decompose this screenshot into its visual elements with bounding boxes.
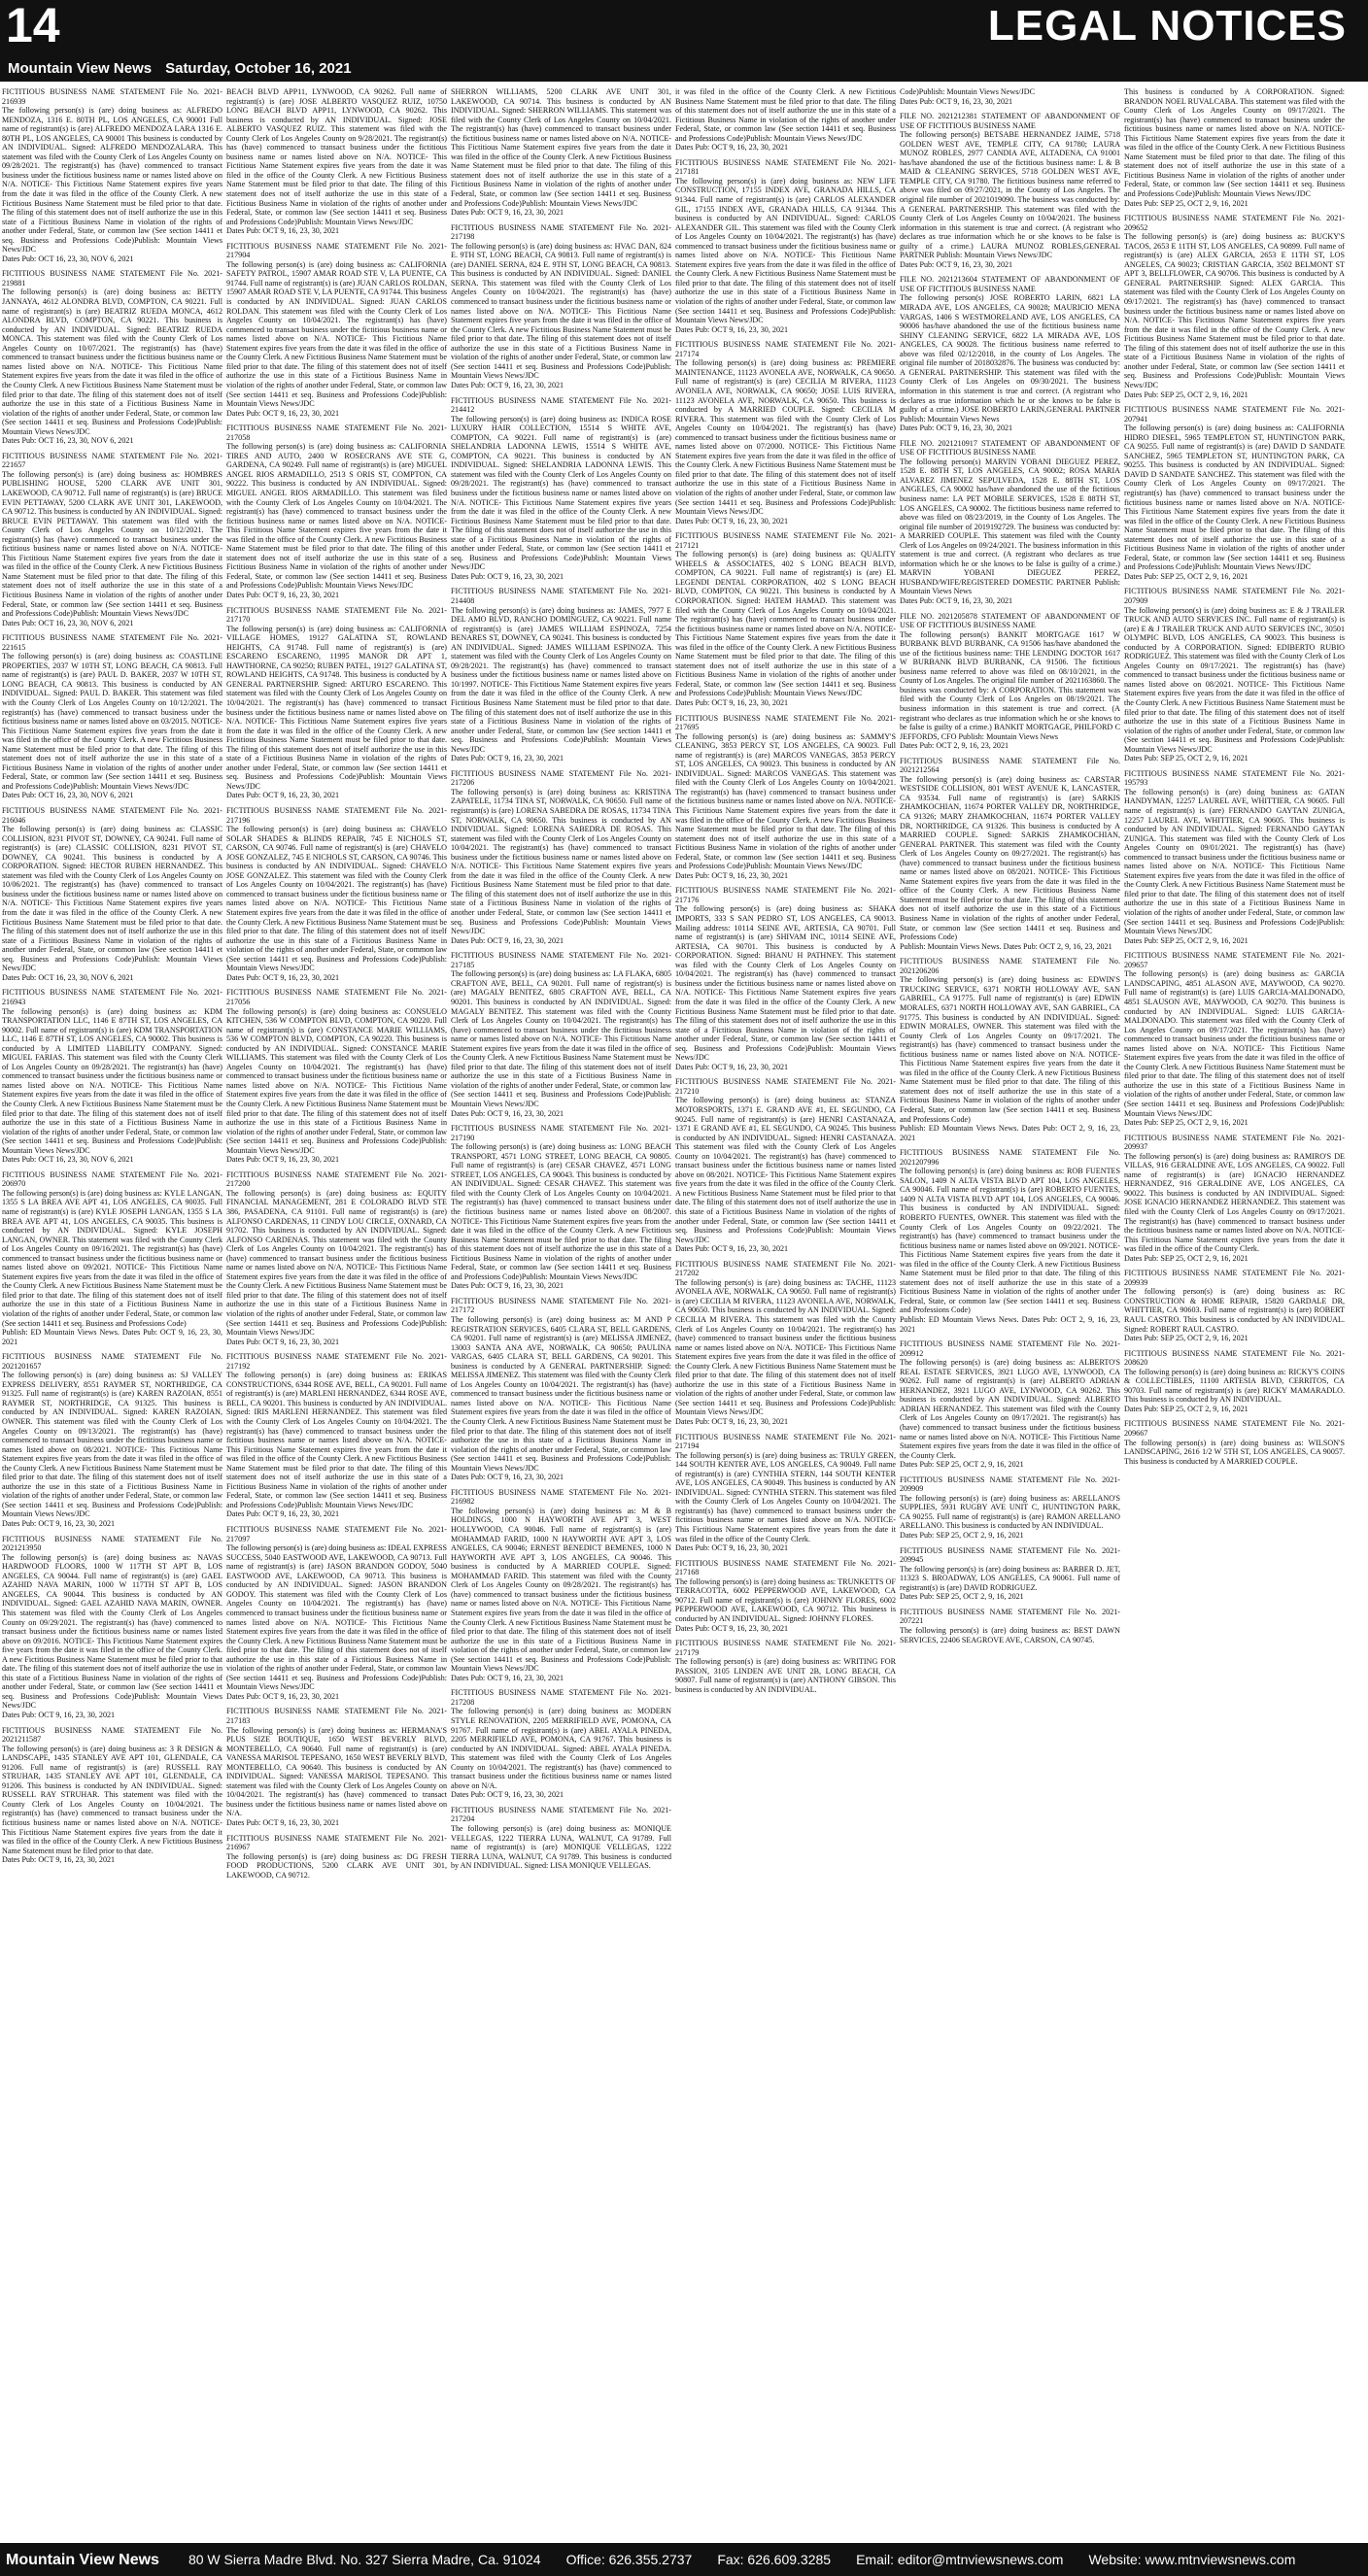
legal-notice (2, 452, 222, 627)
legal-notice (900, 1475, 1120, 1541)
notice-heading: FICTITIOUS BUSINESS NAME STATEMENT File No. 2021-216939 (2, 87, 222, 106)
legal-notice (451, 1688, 671, 1800)
notice-body: The following person(s) is (are) doing business as: RAMIRO'S DE VILLAS, 916 GERALDINE AVE, LOS ANGELES, CA 90022. Full name of registrant(s) is (are) IGNACIO HERNANDEZ HERNANDEZ, 916 GERALDINE AVE, LOS ANGELES, CA 90022. This business is conducted by AN INDIVIDUAL. Signed: JOSE IGNACIO HERNANDEZ HERNANDEZ. This statement was filed with the County Clerk of Los Angeles County on 09/17/2021. The registrant(s) has (have) commenced to transact business under the fictitious business name or names listed above on N/A. NOTICE- This Fictitious Name Statement expires five years from the date it was filed in the office of the County Clerk. (1124, 1151, 1345, 1254)
legal-notice (226, 1352, 447, 1519)
notice-heading: FICTITIOUS BUSINESS NAME STATEMENT File No. 2021-217210 (675, 1077, 896, 1096)
masthead-subbar (0, 56, 1368, 82)
notice-heading: FICTITIOUS BUSINESS NAME STATEMENT File No. 2021-217121 (675, 531, 896, 550)
notice-body: The following person(s) is (are) doing business as: CONSUELO KITCHEN, 536 W COMPTON BLVD, COMPTON, CA 90220. Full name of registrant(s) is (are) CONSTANCE MARIE WILLIAMS, 536 W COMPTON BLVD, COMPTON, CA 90220. This business is conducted by AN INDIVIDUAL. Signed: CONSTANCE MARIE WILLIAMS. This statement was filed with the County Clerk of Los Angeles County on 10/04/2021. The registrant(s) has (have) commenced to transact business under the fictitious business name or names listed above on N/A. NOTICE- This Fictitious Name Statement expires five years from the date it was filed in the office of the County Clerk. A new Fictitious Business Name Statement must be filed prior to that date. The filing of this statement does not of itself authorize the use in this state of a Fictitious Business Name in violation of the rights of another under Federal, State, or common law (See section 14411 et seq. Business and Professions Code)Publish: Mountain Views News/JDC (226, 1006, 447, 1155)
notice-heading: FICTITIOUS BUSINESS NAME STATEMENT File No. 2021-217097 (226, 1525, 447, 1543)
legal-notice (451, 1488, 671, 1682)
notice-body: The following person(s) is (are) doing business as: M & B HOLDINGS, 1000 N HAYWORTH AVE APT 3, WEST HOLLYWOOD, CA 90046. Full name of registrant(s) is (are) MOHAMMAD FARID, 1000 N HAYWORTH AVE APT 3, LOS ANGELES, CA 90046; ERNEST BENEDICT BEMENES, 1000 N HAYWORTH AVE APT 3, LOS ANGELES, CA 90046. This business is conducted by A MARRIED COUPLE. Signed: MOHAMMAD FARID. This statement was filed with the County Clerk of Los Angeles County on 09/28/2021. The registrant(s) has (have) commenced to transact business under the fictitious business name or names listed above on N/A. NOTICE- This Fictitious Name Statement expires five years from the date it was filed in the office of the County Clerk. A new Fictitious Business Name Statement must be filed prior to that date. The filing of this statement does not of itself authorize the use in this state of a Fictitious Business Name in violation of the rights of another under Federal, State, or common law (See section 14411 et seq. Business and Professions Code)Publish: Mountain Views News/JDC (451, 1506, 671, 1674)
legal-notice (226, 242, 447, 418)
notice-publish-dates: Dates Pub: SEP 25, OCT 2, 9, 16, 2021 (1124, 198, 1248, 208)
notice-publish-dates: Dates Pub: SEP 25, OCT 2, 9, 16, 2021 (1124, 1118, 1248, 1128)
legal-notice (2, 1726, 222, 1865)
notice-body: The following person(s) is (are) doing business as: SJ VALLEY EXPRESS DELIVERY, 8551 RAYMER ST, NORTHRIDGE, CA 91325. Full name of registrant(s) is (are) KAREN RAZOIAN, 8551 RAYMER ST, NORTHRIDGE, CA 91325. This business is conducted by AN INDIVIDUAL. Signed: KAREN RAZOIAN, OWNER. This statement was filed with the County Clerk of Los Angeles County on 09/13/2021. The registrant(s) has (have) commenced to transact business under the fictitious business name or names listed above on 08/2021. NOTICE- This Fictitious Name Statement expires five years from the date it was filed in the office of the County Clerk. A new Fictitious Business Name Statement must be filed prior to that date. The filing of this statement does not of itself authorize the use in this state of a Fictitious Business Name in violation of the rights of another under Federal, State, or common law (See section 14411 et seq. Business and Professions Code)Publish: Mountain Views News/JDC (2, 1371, 222, 1519)
notice-body: The following person(s) is (are) doing business as: EQUITY FINANCIAL MANAGEMENT, 281 E COLORADO BLVD STE 386, PASADENA, CA 91101. Full name of registrant(s) is (are) ALFONSO CARDENAS, 11 CINDY LOU CIRCLE, OXNARD, CA 91702. This business is conducted by AN INDIVIDUAL. Signed: ALFONSO CARDENAS. This statement was filed with the County Clerk of Los Angeles County on 10/04/2021. The registrant(s) has (have) commenced to transact business under the fictitious business name or names listed above on N/A. NOTICE- This Fictitious Name Statement expires five years from the date it was filed in the office of the County Clerk. A new Fictitious Business Name Statement must be filed prior to that date. The filing of this statement does not of itself authorize the use in this state of a Fictitious Business Name in violation of the rights of another under Federal, State, or common law (See section 14411 et seq. Business and Professions Code)Publish: Mountain Views News/JDC (226, 1188, 447, 1338)
notice-publish-dates: Dates Pub: OCT 9, 16, 23, 30, 2021 (226, 791, 340, 800)
notice-heading: FICTITIOUS BUSINESS NAME STATEMENT File No. 2021-206970 (2, 1169, 222, 1189)
notice-heading: FICTITIOUS BUSINESS NAME STATEMENT File No. 2021-217202 (675, 1259, 896, 1278)
notice-publish-dates: Dates Pub: SEP 25, OCT 2, 9, 16, 2021 (1124, 1404, 1248, 1413)
notice-heading: FICTITIOUS BUSINESS NAME STATEMENT File No. 2021212564 (900, 756, 1120, 775)
legal-notice (1124, 951, 1345, 1127)
notice-body: The following person(s) is (are) doing business as: EDWIN'S TRUCKING SERVICE, 6371 NORTH HOLLOWAY AVE, SAN GABRIEL, CA 91775. Full name of registrant(s) is (are) EDWIN MORALES, 6371 NORTH HOLLOWAY AVE, SAN GABRIEL, CA 91775. This business is conducted by AN INDIVIDUAL. Signed: EDWIN MORALES, OWNER. This statement was filed with the County Clerk of Los Angeles County on 09/17/2021. The registrant(s) has (have) commenced to transact business under the fictitious business name or names listed above on N/A. NOTICE- This Fictitious Name Statement expires five years from the date it was filed in the office of the County Clerk. A new Fictitious Business Name Statement must be filed prior to that date. The filing of this statement does not of itself authorize the use in this state of a Fictitious Business Name in violation of the rights of another under Federal, State, or common law (See section 14411 et seq. Business and Professions Code) (900, 975, 1120, 1124)
footer-office-phone: Office: 626.355.2737 (565, 2552, 693, 2567)
notice-body: The following person(s) is (are) doing business as: MONIQUE VELLEGAS, 1222 TIERRA LUNA, WALNUT, CA 91789. Full name of registrant(s) is (are) MONIQUE VELLEGAS, 1222 TIERRA LUNA, WALNUT, CA 91789. This business is conducted by AN INDIVIDUAL. Signed: LISA MONIQUE VELLEGAS. (451, 1823, 671, 1871)
notice-heading: FICTITIOUS BUSINESS NAME STATEMENT File No. 2021201657 (2, 1352, 222, 1371)
notice-publish-dates: Dates Pub: OCT 2, 9, 16, 23, 2021 (900, 741, 1009, 751)
legal-notice (451, 1806, 671, 1871)
notice-heading: FICTITIOUS BUSINESS NAME STATEMENT File No. 2021-217204 (451, 1805, 671, 1824)
notice-body: The following person(s) is (are) doing business as: 3 R DESIGN & LANDSCAPE, 1435 STANLEY AVE APT 101, GLENDALE, CA 91206. Full name of registrant(s) is (are) RUSSELL RAY STRUHAR, 1435 STANLEY AVE APT 101, GLENDALE, CA 91206. This business is conducted by AN INDIVIDUAL. Signed: RUSSELL RAY STRUHAR. This statement was filed with the County Clerk of Los Angeles County on 10/04/2021. The registrant(s) has (have) commenced to transact business under the fictitious business name or names listed above on N/A. NOTICE- This Fictitious Name Statement expires five years from the date it was filed in the office of the County Clerk. A new Fictitious Business Name Statement must be filed prior to that date. (2, 1744, 222, 1855)
notice-heading: FICTITIOUS BUSINESS NAME STATEMENT File No. 2021-217174 (675, 340, 896, 358)
notice-heading: FILE NO. 2021210917 STATEMENT OF ABANDONMENT OF USE OF FICTITIOUS BUSINESS NAME (900, 438, 1120, 458)
notice-publish-dates: Dates Pub: OCT 9, 16, 23, 30, 2021 (675, 1244, 789, 1254)
notice-publish-dates: Dates Pub: OCT 9, 16, 23, 30, 2021 (675, 324, 789, 334)
legal-notice (451, 1297, 671, 1482)
notice-publish-dates: Dates Pub: OCT 16, 23, 30, NOV 6, 2021 (2, 791, 134, 800)
legal-notice (675, 1260, 896, 1427)
notice-heading: FICTITIOUS BUSINESS NAME STATEMENT File No. 2021-221615 (2, 633, 222, 652)
notice-heading: FICTITIOUS BUSINESS NAME STATEMENT File No. 2021-209945 (900, 1545, 1120, 1565)
notice-body: The following person(s) is (are) doing business as: HERMANA'S PLUS SIZE BOUTIQUE, 1650 WEST BEVERLY BLVD, MONTEBELLO, CA 90640. Full name of registrant(s) is (are) VANESSA MARISOL TEPESANO, 1650 WEST BEVERLY BLVD, MONTEBELLO, CA 90640. This business is conducted by AN INDIVIDUAL. Signed: VANESSA MARISOL TEPESANO. This statement was filed with the County Clerk of Los Angeles County on 10/04/2021. The registrant(s) has (have) commenced to transact business under the fictitious business name or names listed above on N/A. (226, 1725, 447, 1818)
notice-column (2, 87, 222, 2541)
legal-notice (226, 806, 447, 982)
legal-notice (451, 1124, 671, 1291)
notice-heading: FICTITIOUS BUSINESS NAME STATEMENT File No. 2021-217208 (451, 1688, 671, 1707)
notice-heading: FICTITIOUS BUSINESS NAME STATEMENT File No. 2021-216967 (226, 1833, 447, 1852)
notice-heading: FICTITIOUS BUSINESS NAME STATEMENT File No. 2021-217181 (675, 157, 896, 177)
notice-publish-dates: Dates Pub: SEP 25, OCT 2, 9, 16, 2021 (900, 1531, 1024, 1541)
notice-body: The following person(s) is (are) doing business as: SHAKA IMPORTS, 333 S SAN PEDRO ST, LOS ANGELES, CA 90013. Mailing address: 10114 SEINE AVE, ARTESIA, CA 90701. Full name of registrant(s) is (are) SHIVAM INC, 10114 SEINE AVE, ARTESIA, CA 90701. This business is conducted by A CORPORATION. Signed: BHANU H PATHNEY. This statement was filed with the County Clerk of Los Angeles County on 10/04/2021. The registrant(s) has (have) commenced to transact business under the fictitious business name or names listed above on N/A. NOTICE- This Fictitious Name Statement expires five years from the date it was filed in the office of the County Clerk. A new Fictitious Business Name Statement must be filed prior to that date. The filing of this statement does not of itself authorize the use in this state of a Fictitious Business Name in violation of the rights of another under Federal, State, or common law (See section 14411 et seq. Business and Professions Code)Publish: Mountain Views News/JDC (675, 904, 896, 1063)
notice-publish-dates: Dates Pub: OCT 16, 23, 30, NOV 6, 2021 (2, 254, 134, 263)
notice-body: The following person(s) is (are) doing business as: ALFREDO MENDOZA, 1316 E. 80TH PL, LOS ANGELES, CA 90001 Full name of registrant(s) is (are) ALFREDO MENDOZA LARA 1316 E. 80TH PL, LOS ANGELES, CA 90001 This business is conducted by AN INDIVIDUAL. Signed: ALFREDO MENDOZALARA. This statement was filed with the County Clerk of Los Angeles County on 09/28/2021. The registrant(s) has (have) commenced to transact business under the fictitious business name or names listed above on N/A. NOTICE- This Fictitious Name Statement expires five years from the date it was filed in the office of the County Clerk. A new Fictitious Business Name Statement must be filed prior to that date. The filing of this statement does not of itself authorize the use in this state of a Fictitious Business Name in violation of the rights of another under Federal, State, or common law (See section 14411 et seq. Business and Professions Code)Publish: Mountain Views News/JDC (2, 106, 222, 254)
legal-notice (2, 1535, 222, 1720)
notice-body: The following person(s) is (are) doing business as: M AND P REGISTRATION SERVICES, 6405 CLARA ST, BELL GARDENS, CA 90201. Full name of registrant(s) is (are) MELISSA JIMENEZ, 13003 SANTA ANA AVE, NORWALK, CA 90650; PAULINA VARGAS, 6405 CLARA ST, BELL GARDENS, CA 90201. This business is conducted by A GENERAL PARTNERSHIP. Signed: MELISSA JIMENEZ. This statement was filed with the County Clerk of Los Angeles County on 10/04/2021. The registrant(s) has (have) commenced to transact business under the fictitious business name or names listed above on N/A. NOTICE- This Fictitious Name Statement expires five years from the date it was filed in the office of the County Clerk. A new Fictitious Business Name Statement must be filed prior to that date. The filing of this statement does not of itself authorize the use in this state of a Fictitious Business Name in violation of the rights of another under Federal, State, or common law (See section 14411 et seq. Business and Professions Code)Publish: Mountain Views News/JDC (451, 1315, 671, 1473)
notice-publish-dates: Dates Pub: OCT 16, 23, 30, NOV 6, 2021 (2, 1155, 134, 1165)
notice-heading: FICTITIOUS BUSINESS NAME STATEMENT File No. 2021-207909 (1124, 587, 1345, 605)
notice-publish-dates: Dates Pub: OCT 9, 16, 23, 30, 2021 (900, 424, 1013, 433)
footer-address: 80 W Sierra Madre Blvd. No. 327 Sierra Madre, Ca. 91024 (188, 2552, 541, 2567)
notice-heading: FICTITIOUS BUSINESS NAME STATEMENT File No. 2021-217058 (226, 424, 447, 442)
notice-publish-dates: Dates Pub: OCT 9, 16, 23, 30, 2021 (451, 1281, 564, 1291)
legal-notice (226, 1170, 447, 1346)
notice-heading: FILE NO. 2021205878 STATEMENT OF ABANDONMENT OF USE OF FICTITIOUS BUSINESS NAME (900, 611, 1120, 630)
notice-column (900, 87, 1120, 2541)
notice-heading: FICTITIOUS BUSINESS NAME STATEMENT File No. 2021-216943 (2, 988, 222, 1006)
notice-publish-dates: Publish: ED Mountain Views News. Dates Pub: OCT 9, 16, 23, 30, 2021 (2, 1328, 222, 1346)
legal-notice (675, 1433, 896, 1553)
notice-heading: FICTITIOUS BUSINESS NAME STATEMENT File No. 2021-217179 (675, 1639, 896, 1657)
notice-heading: FICTITIOUS BUSINESS NAME STATEMENT File No. 2021-208620 (1124, 1348, 1345, 1368)
legal-notice (226, 1707, 447, 1827)
notice-heading: FICTITIOUS BUSINESS NAME STATEMENT File No. 2021-217185 (451, 951, 671, 969)
legal-notice (2, 1352, 222, 1528)
notice-heading: FICTITIOUS BUSINESS NAME STATEMENT File No. 2021-217196 (226, 806, 447, 825)
notice-publish-dates: Dates Pub: OCT 9, 16, 23, 30, 2021 (226, 1817, 340, 1827)
notice-heading: FICTITIOUS BUSINESS NAME STATEMENT File No. 2021-217194 (675, 1432, 896, 1451)
notice-heading: FICTITIOUS BUSINESS NAME STATEMENT File No. 2021-209909 (900, 1474, 1120, 1494)
legal-notice (451, 223, 671, 390)
legal-notice (2, 269, 222, 445)
notice-publish-dates: Dates Pub: SEP 25, OCT 2, 9, 16, 2021 (1124, 390, 1248, 399)
notice-heading: FICTITIOUS BUSINESS NAME STATEMENT File No. 2021-216046 (2, 806, 222, 825)
legal-notice (675, 1559, 896, 1633)
footer-publication: Mountain View News (6, 2552, 159, 2568)
notice-body: The following person(s) is (are) doing business as: TACHE, 11123 AVONELA AVE, NORWALK, CA 90650. Full name of registrant(s) is (are) CECILIA M RIVERA, 11123 AVONELA AVE, NORWALK, CA 90650. This business is conducted by AN INDIVIDUAL. Signed: CECILIA M RIVERA. This statement was filed with the County Clerk of Los Angeles County on 10/04/2021. The registrant(s) has (have) commenced to transact business under the fictitious business name or names listed above on N/A. NOTICE- This Fictitious Name Statement expires five years from the date it was filed in the office of the County Clerk. A new Fictitious Business Name Statement must be filed prior to that date. The filing of this statement does not of itself authorize the use in this state of a Fictitious Business Name in violation of the rights of another under Federal, State, or common law (See section 14411 et seq. Business and Professions Code)Publish: Mountain Views News/JDC (675, 1277, 896, 1417)
notice-body: The following person(s) is (are) doing business as: NEW LIFE CONSTRUCTION, 17155 INDEX AVE, GRANADA HILLS, CA 91344. Full name of registrant(s) is (are) CARLOS ALEXANDER GIL, 17155 INDEX AVE, GRANADA HILLS, CA 91344. This business is conducted by AN INDIVIDUAL. Signed: CARLOS ALEXANDER GIL. This statement was filed with the County Clerk of Los Angeles County on 10/04/2021. The registrant(s) has (have) commenced to transact business under the fictitious business name or names listed above on N/A. NOTICE- This Fictitious Name Statement expires five years from the date it was filed in the office of the County Clerk. A new Fictitious Business Name Statement must be filed prior to that date. The filing of this statement does not of itself authorize the use in this state of a Fictitious Business Name in violation of the rights of another under Federal, State, or common law (See section 14411 et seq. Business and Professions Code)Publish: Mountain Views News/JDC (675, 176, 896, 325)
notice-body: The following person(s) is (are) doing business as: TRUNKETTS OF TERRACOTTA, 6002 PEPPERWOOD AVE, LAKEWOOD, CA 90712. Full name of registrant(s) is (are) JOHNNY FLORES, 6002 PEPPERWOOD AVE, LAKEWOOD, CA 90712. This business is conducted by AN INDIVIDUAL. Signed: JOHNNY FLORES. (675, 1576, 896, 1623)
notice-body: The following person(s) is (are) doing business as: IDEAL EXPRESS SUCCESS, 5040 EASTWOOD AVE, LAKEWOOD, CA 90713. Full name of registrant(s) is (are) JASON BRANDON GODOY, 5040 EASTWOOD AVE, LAKEWOOD, CA 90713. This business is conducted by AN INDIVIDUAL. Signed: JASON BRANDON GODOY. This statement was filed with the County Clerk of Los Angeles County on 10/04/2021. The registrant(s) has (have) commenced to transact business under the fictitious business name or names listed above on N/A. NOTICE- This Fictitious Name Statement expires five years from the date it was filed in the office of the County Clerk. A new Fictitious Business Name Statement must be filed prior to that date. The filing of this statement does not of itself authorize the use in this state of a Fictitious Business Name in violation of the rights of another under Federal, State, or common law (See section 14411 et seq. Business and Professions Code)Publish: Mountain Views News/JDC (226, 1543, 447, 1692)
notice-body: The following person(s) is (are) doing business as: ERIKAS CONSTRUCTIONS, 6344 ROSE AVE, BELL, CA 90201. Full name of registrant(s) is (are) MARLENI HERNANDEZ, 6344 ROSE AVE, BELL, CA 90201. This business is conducted by AN INDIVIDUAL. Signed: IRIS MARLENI HERNANDEZ. This statement was filed with the County Clerk of Los Angeles County on 10/04/2021. The registrant(s) has (have) commenced to transact business under the fictitious business name or names listed above on N/A. NOTICE- This Fictitious Name Statement expires five years from the date it was filed in the office of the County Clerk. A new Fictitious Business Name Statement must be filed prior to that date. The filing of this statement does not of itself authorize the use in this state of a Fictitious Business Name in violation of the rights of another under Federal, State, or common law (See section 14411 et seq. Business and Professions Code)Publish: Mountain Views News/JDC (226, 1371, 447, 1509)
notice-column (675, 87, 896, 2541)
notice-column (226, 87, 447, 2541)
notice-publish-dates: Dates Pub: OCT 9, 16, 23, 30, 2021 (2, 1519, 116, 1529)
notice-body: The following person(s) is (are) doing business as: CALIFORNIA HIDRO DIESEL, 5965 TEMPLETON ST, HUNTINGTON PARK, CA 90255. Full name of registrant(s) is (are) DAVID D SANDATE SANCHEZ, 5965 TEMPLETON ST, HUNTINGTON PARK, CA 90255. This business is conducted by AN INDIVIDUAL. Signed: DAVID D SANDATE SANCHEZ. This statement was filed with the County Clerk of Los Angeles County on 09/17/2021. The registrant(s) has (have) commenced to transact business under the fictitious business name or names listed above on N/A. NOTICE- This Fictitious Name Statement expires five years from the date it was filed in the office of the County Clerk. A new Fictitious Business Name Statement must be filed prior to that date. The filing of this statement does not of itself authorize the use in this state of a Fictitious Business Name in violation of the rights of another under Federal, State, or common law (See section 14411 et seq. Business and Professions Code)Publish: Mountain Views News/JDC (1124, 424, 1345, 572)
notice-body: The following person(s) BANKIT MORTGAGE 1617 W BURBANK BLVD BURBANK, CA 91506 has/have abandoned the use of the fictitious business name: THE LENDING DOCTOR 1617 W BURBANK BLVD BURBANK, CA 91506. The fictitious business name referred to above was filed on 08/10/2021, in the County of Los Angeles. The original file number of 2021163860. The business was conducted by: A CORPORATION. This statement was filed with the County Clerk of Los Angeles on 08/19/2021. The business information in this statement is true and correct. (A registrant who declares as true information which he or she knows to be false is guilty of a crime.) BANKIT MORTGAGE, PHILFORD C JEFFORDS, CFO Publish: Mountain Views News (900, 629, 1120, 741)
legal-notice (675, 158, 896, 334)
footer-website: Website: www.mtnviewsnews.com (1088, 2552, 1296, 2567)
notice-body: The following person(s) is (are) doing business as: BARBER D. JET, 11323 S. BROADWAY, LOS ANGELES, CA 90061. Full name of registrant(s) is (are) DAVID RODRIGUEZ. (900, 1564, 1120, 1592)
notice-body: The following person(s) is (are) doing business as: COASTLINE PROPERTIES, 2037 W 10TH ST, LONG BEACH, CA 90813. Full name of registrant(s) is (are) PAUL D. BAKER, 2037 W 10TH ST, LONG BEACH, CA 90813. This business is conducted by AN INDIVIDUAL. Signed: PAUL D. BAKER. This statement was filed with the County Clerk of Los Angeles County on 10/12/2021. The registrant(s) has (have) commenced to transact business under the fictitious business name or names listed above on 03/2015. NOTICE- This Fictitious Name Statement expires five years from the date it was filed in the office of the County Clerk. A new Fictitious Business Name Statement must be filed prior to that date. The filing of this statement does not of itself authorize the use in this state of a Fictitious Business Name in violation of the rights of another under Federal, State, or common law (See section 14411 et seq. Business and Professions Code)Publish: Mountain Views News/JDC (2, 652, 222, 791)
notice-publish-dates: Dates Pub: OCT 9, 16, 23, 30, 2021 (451, 571, 564, 581)
legal-notice (226, 1525, 447, 1701)
notice-body: The following person(s) BETSABE HERNANDEZ JAIME, 5718 GOLDEN WEST AVE, TEMPLE CITY, CA 91780; LAURA MUNOZ ROBLES, 2977 CANDIA AVE, ALTADENA, CA 91001 has/have abandoned the use of the fictitious business name: L & B MAID & CLEANING SERVICES, 5718 GOLDEN WEST AVE, TEMPLE CITY, CA 91780. The fictitious business name referred to above was filed on 09/27/2021, in the County of Los Angeles. The original file number of 2021019090. The business was conducted by: A GENERAL PARTNERSHIP. This statement was filed with the County Clerk of Los Angeles County on 10/04/2021. The business information in this statement is true and correct. (A registrant who declares as true information which he or she knows to be false is guilty of a crime.) LAURA MUNOZ ROBLES,GENERAL PARTNER Publish: Mountain Views News/JDC (900, 130, 1120, 260)
notice-publish-dates: Dates Pub: OCT 9, 16, 23, 30, 2021 (900, 259, 1013, 269)
notice-publish-dates: Dates Pub: OCT 9, 16, 23, 30, 2021 (226, 590, 340, 599)
notice-publish-dates: Dates Pub: OCT 9, 16, 23, 30, 2021 (451, 1673, 564, 1682)
notice-publish-dates: Dates Pub: OCT 9, 16, 23, 30, 2021 (900, 595, 1013, 605)
legal-notice (900, 1608, 1120, 1644)
notice-body: BEACH BLVD APP11, LYNWOOD, CA 90262. Full name of registrant(s) is (are) JOSE ALBERTO VASQUEZ RUIZ, 10750 LONG BEACH BLVD APP11, LYNWOOD, CA 90262. This business is conducted by AN INDIVIDUAL. Signed: JOSE ALBERTO VASQUEZ RUIZ. This statement was filed with the County Clerk of Los Angeles County on 9/28/2021. The registrant(s) has (have) commenced to transact business under the fictitious business name or names listed above on N/A. NOTICE- This Fictitious Name Statement expires five years from the date it was filed in the office of the County Clerk. A new Fictitious Business Name Statement must be filed prior to that date. The filing of this statement does not of itself authorize the use in this state of a Fictitious Business Name in violation of the rights of another under Federal, State, or common law (See section 14411 et seq. Business and Professions Code)Publish: Mountain Views News/JDC (226, 87, 447, 226)
legal-notice (2, 633, 222, 800)
legal-notice (900, 1546, 1120, 1602)
notice-body: The following person(s) is (are) doing business as: CARSTAR WESTSIDE COLLISION, 801 WEST AVENUE K, LANCASTER, CA 93534. Full name of registrant(s) is (are) SARKIS ZHAMKOCHIAN, 11674 PORTER VALLEY DR, NORTHRIDGE, CA 91326; MARY ZHAMKOCHIAN, 11674 PORTER VALLEY DR, NORTHRIDGE, CA 91326. This business is conducted by A MARRIED COUPLE. Signed: SARKIS ZHAMKOCHIAN, GENERAL PARTNER. This statement was filed with the County Clerk of Los Angeles County on 09/27/2021. The registrant(s) has (have) commenced to transact business under the fictitious business name or names listed above on 08/2021. NOTICE- This Fictitious Name Statement expires five years from the date it was filed in the office of the County Clerk. A new Fictitious Business Name Statement must be filed prior to that date. The filing of this statement does not of itself authorize the use in this state of a Fictitious Business Name in violation of the rights of another under Federal, State, or common law (See section 14411 et seq. Business and Professions Code) (900, 774, 1120, 942)
notice-body: The following person(s) is (are) doing business as: ROB FUENTES SALON, 1409 N ALTA VISTA BLVD APT 104, LOS ANGELES, CA 90046. Full name of registrant(s) is (are) ROBERTO FUENTES, 1409 N ALTA VISTA BLVD APT 104, LOS ANGELES, CA 90046. This business is conducted by AN INDIVIDUAL. Signed: ROBERTO FUENTES, OWNER. This statement was filed with the County Clerk of Los Angeles County on 09/22/2021. The registrant(s) has (have) commenced to transact business under the fictitious business name or names listed above on 09/2021. NOTICE- This Fictitious Name Statement expires five years from the date it was filed in the office of the County Clerk. A new Fictitious Business Name Statement must be filed prior to that date. The filing of this statement does not of itself authorize the use in this state of a Fictitious Business Name in violation of the rights of another under Federal, State, or common law (See section 14411 et seq. Business and Professions Code) (900, 1167, 1120, 1315)
legal-notice (451, 587, 671, 763)
legal-notice (226, 87, 447, 236)
notice-heading: FICTITIOUS BUSINESS NAME STATEMENT File No. 2021-207221 (900, 1607, 1120, 1626)
notice-body: The following person(s) MARVIN YOBANI DIEGUEZ PEREZ, 1528 E. 88TH ST, LOS ANGELES, CA 90002; ROSA MARIA ALVAREZ JIMENEZ SEPULVEDA, 1528 E. 88TH ST, LOS ANGELES, CA 90002 has/have abandoned the use of the fictitious business name: LA PET MOBILE SERVICES, 1528 E 88TH ST, LOS ANGELES, CA 90002. The fictitious business name referred to above was filed on 08/23/2019, in the County of Los Angeles. The original file number of 2019192729. The business was conducted by: A MARRIED COUPLE. This statement was filed with the County Clerk of Los Angeles on 09/24/2021. The business information in this statement is true and correct. (A registrant who declares as true information which he or she knows to be false is guilty of a crime.) MARVIN YOBANI DIEGUEZ PEREZ, HUSBAND/WIFE/REGISTERED DOMESTIC PARTNER Publish: Mountain Views News (900, 457, 1120, 596)
legal-notice (1124, 1419, 1345, 1466)
legal-notice (900, 957, 1120, 1142)
notice-body: The following person(s) is (are) doing business as: KDM TRANSPORTATION LLC, 1146 E 87TH ST, LOS ANGELES, CA 90002. Full name of registrant(s) is (are) KDM TRANSPORTATION LLC, 1146 E 87TH ST, LOS ANGELES, CA 90002. This business is conducted by A LIMITED LIABILITY COMPANY. Signed: MIGUEL FARIAS. This statement was filed with the County Clerk of Los Angeles County on 09/28/2021. The registrant(s) has (have) commenced to transact business under the fictitious business name or names listed above on N/A. NOTICE- This Fictitious Name Statement expires five years from the date it was filed in the office of the County Clerk. A new Fictitious Business Name Statement must be filed prior to that date. The filing of this statement does not of itself authorize the use in this state of a Fictitious Business Name in violation of the rights of another under Federal, State, or common law (See section 14411 et seq. Business and Professions Code)Publish: Mountain Views News/JDC (2, 1006, 222, 1155)
legal-notice (900, 87, 1120, 106)
notice-heading: FICTITIOUS BUSINESS NAME STATEMENT File No. 2021-217172 (451, 1296, 671, 1315)
notice-heading: FICTITIOUS BUSINESS NAME STATEMENT File No. 2021-217170 (226, 605, 447, 625)
notice-body: The following person(s) is (are) doing business as: KYLE LANGAN, 1355 S LA BREA AVE APT 41, LOS ANGELES, CA 90035. Full name of registrant(s) is (are) KYLE JOSEPH LANGAN, 1355 S LA BREA AVE APT 41, LOS ANGELES, CA 90035. This business is conducted by AN INDIVIDUAL. Signed: KYLE JOSEPH LANGAN, OWNER. This statement was filed with the County Clerk of Los Angeles County on 09/16/2021. The registrant(s) has (have) commenced to transact business under the fictitious business name or names listed above on 09/2021. NOTICE- This Fictitious Name Statement expires five years from the date it was filed in the office of the County Clerk. A new Fictitious Business Name Statement must be filed prior to that date. The filing of this statement does not of itself authorize the use in this state of a Fictitious Business Name in violation of the rights of another under Federal, State, or common law (See section 14411 et seq. Business and Professions Code) (2, 1188, 222, 1328)
notice-column (451, 87, 671, 2541)
section-title: LEGAL NOTICES (987, 2, 1347, 50)
notice-body: The following person(s) is (are) doing business as: E & J TRAILER TRUCK AND AUTO SERVICES INC. Full name of registrant(s) is (are) E & J TRAILER TRUCK AND AUTO SERVICES INC, 30501 OLYMPIC BLVD, LOS ANGELES, CA 90023. This business is conducted by A CORPORATION. Signed: EDIBERTO RUBIO RODRIGUEZ. This statement was filed with the County Clerk of Los Angeles County on 09/17/2021. The registrant(s) has (have) commenced to transact business under the fictitious business name or names listed above on 08/2021. NOTICE- This Fictitious Name Statement expires five years from the date it was filed in the office of the County Clerk. A new Fictitious Business Name Statement must be filed prior to that date. The filing of this statement does not of itself authorize the use in this state of a Fictitious Business Name in violation of the rights of another under Federal, State, or common law (See section 14411 et seq. Business and Professions Code)Publish: Mountain Views News/JDC (1124, 605, 1345, 754)
notice-body: The following person(s) JOSE ROBERTO LARIN, 6821 LA MIRADA AVE, LOS ANGELES, CA 90028; MAURICIO MENA VARGAS, 1406 S WESTMORELAND AVE, LOS ANGELES, CA 90006 has/have abandoned the use of the fictitious business name SHINY CLEANING SERVICE, 6822 LA MIRADA AVE, LOS ANGELES, CA 90028. The fictitious business name referred to above was filed 02/12/2018, in the county of Los Angeles. The original file number of 2018032876. The business was conducted by: A GENERAL PARTNERSHIP. This statement was filed with the County Clerk of Los Angeles on 09/30/2021. The business information in this statement is true and correct. (A registrant who declares as true information which he or she knows to be false is guilty of a crime.) JOSE ROBERTO LARIN,GENERAL PARTNER Publish: Mountain Views News (900, 293, 1120, 424)
notice-publish-dates: Dates Pub: OCT 9, 16, 23, 30, 2021 (675, 698, 789, 707)
notice-heading: FICTITIOUS BUSINESS NAME STATEMENT File No. 2021-209939 (1124, 1269, 1345, 1287)
legal-notice (675, 1077, 896, 1253)
notice-heading: FICTITIOUS BUSINESS NAME STATEMENT File No. 2021-217056 (226, 988, 447, 1006)
notice-publish-dates: Dates Pub: OCT 9, 16, 23, 30, 2021 (675, 870, 789, 880)
legal-notice (2, 806, 222, 982)
legal-notice (2, 1170, 222, 1346)
notice-publish-dates: Dates Pub: SEP 25, OCT 2, 9, 16, 2021 (1124, 1334, 1248, 1343)
notice-body: The following person(s) is (are) doing business as: HOMBRES PUBLISHING HOUSE, 5200 CLARK AVE UNIT 301, LAKEWOOD, CA 90712. Full name of registrant(s) is (are) BRUCE EVIN PETTAWAY, 5200 CLARK AVE UNIT 301, LAKEWOOD, CA 90712. This business is conducted by AN INDIVIDUAL. Signed: BRUCE EVIN PETTAWAY. This statement was filed with the County Clerk of Los Angeles County on 10/12/2021. The registrant(s) has (have) commenced to transact business under the fictitious business name or names listed above on N/A. NOTICE- This Fictitious Name Statement expires five years from the date it was filed in the office of the County Clerk. A new Fictitious Business Name Statement must be filed prior to that date. The filing of this statement does not of itself authorize the use in this state of a Fictitious Business Name in violation of the rights of another under Federal, State, or common law (See section 14411 et seq. Business and Professions Code)Publish: Mountain Views News/JDC (2, 469, 222, 619)
notice-publish-dates: Dates Pub: OCT 9, 16, 23, 30, 2021 (451, 754, 564, 763)
legal-notice (226, 988, 447, 1164)
legal-notice (226, 424, 447, 599)
page-number: 14 (6, 0, 60, 52)
notice-body: The following person(s) is (are) doing business as: CALIFORNIA SAFETY PATROL, 15907 AMAR ROAD STE V, LA PUENTE, CA 91744. Full name of registrant(s) is (are) JUAN CARLOS ROLDAN, 15907 AMAR ROAD STE V, LA PUENTE, CA 91744. This business is conducted by AN INDIVIDUAL. Signed: JUAN CARLOS ROLDAN. This statement was filed with the County Clerk of Los Angeles County on 10/04/2021. The registrant(s) has (have) commenced to transact business under the fictitious business name or names listed above on N/A. NOTICE- This Fictitious Name Statement expires five years from the date it was filed in the office of the County Clerk. A new Fictitious Business Name Statement must be filed prior to that date. The filing of this statement does not of itself authorize the use in this state of a Fictitious Business Name in violation of the rights of another under Federal, State, or common law (See section 14411 et seq. Business and Professions Code)Publish: Mountain Views News/JDC (226, 259, 447, 409)
masthead-bar (0, 0, 1368, 56)
notice-body: The following person(s) is (are) doing business as: RICKY'S COINS & COLLECTIBLES, 11100 ARTESIA BLVD, CERRITOS, CA 90703. Full name of registrant(s) is (are) RICKY MAMARADLO. This business is conducted by AN INDIVIDUAL. (1124, 1367, 1345, 1405)
notice-body: The following person(s) is (are) doing business as: BUCKY'S TACOS, 2653 E 11TH ST, LOS ANGELES, CA 90899. Full name of registrant(s) is (are) ALEX GARCIA, 2653 E 11TH ST, LOS ANGELES, CA 90023; CRISTIAN GARCIA, 3502 BELMONT ST APT 3, BELLFLOWER, CA 90706. This business is conducted by A GENERAL PARTNERSHIP. Signed: ALEX GARCIA. This statement was filed with the County Clerk of Los Angeles County on 09/17/2021. The registrant(s) has (have) commenced to transact business under the fictitious business name or names listed above on N/A. NOTICE- This Fictitious Name Statement expires five years from the date it was filed in the office of the County Clerk. A new Fictitious Business Name Statement must be filed prior to that date. The filing of this statement does not of itself authorize the use in this state of a Fictitious Business Name in violation of the rights of another under Federal, State, or common law (See section 14411 et seq. Business and Professions Code)Publish: Mountain Views News/JDC (1124, 232, 1345, 390)
footer-email: Email: editor@mtnviewsnews.com (856, 2552, 1064, 2567)
legal-notice (900, 757, 1120, 951)
notice-body: The following person(s) is (are) doing business as: QUALITY WHEELS & ASSOCIATES, 402 S LONG BEACH BLVD, COMPTON, CA 90221. Full name of registrant(s) is (are) EL LEGENDI DENTAL CORPORATION, 402 S LONG BEACH BLVD, COMPTON, CA 90221. This business is conducted by A CORPORATION. Signed: HATEM HAMAD. This statement was filed with the County Clerk of Los Angeles County on 10/04/2021. The registrant(s) has (have) commenced to transact business under the fictitious business name or names listed above on N/A. NOTICE- This Fictitious Name Statement expires five years from the date it was filed in the office of the County Clerk. A new Fictitious Business Name Statement must be filed prior to that date. The filing of this statement does not of itself authorize the use in this state of a Fictitious Business Name in violation of the rights of another under Federal, State, or common law (See section 14411 et seq. Business and Professions Code)Publish: Mountain Views News/JDC (675, 550, 896, 698)
notice-body: The following person(s) is (are) doing business as: STANZA MOTORSPORTS, 1371 E. GRAND AVE #1, EL SEGUNDO, CA 90245. Full name of registrant(s) is (are) HENRI CASTANAZA, 1371 E GRAND AVE #1, EL SEGUNDO, CA 90245. This business is conducted by AN INDIVIDUAL. Signed: HENRI CASTANAZA. This statement was filed with the County Clerk of Los Angeles County on 10/04/2021. The registrant(s) has (have) commenced to transact business under the fictitious business name or names listed above on 08/2021. NOTICE- This Fictitious Name Statement expires five years from the date it was filed in the office of the County Clerk. A new Fictitious Business Name Statement must be filed prior to that date. The filing of this statement does not of itself authorize the use in this state of a Fictitious Business Name in violation of the rights of another under Federal, State, or common law (See section 14411 et seq. Business and Professions Code)Publish: Mountain Views News/JDC (675, 1096, 896, 1244)
notice-body: The following person(s) is (are) doing business as: PREMIERE MAINTENANCE, 11123 AVONELA AVE, NORWALK, CA 90650. Full name of registrant(s) is (are) CECILIA M RIVERA, 11123 AVONELA AVE, NORWALK, CA 90650; JOSE LUIS RIVERA, 11123 AVONELA AVE, NORWALK, CA 90650. This business is conducted by A MARRIED COUPLE. Signed: CECILIA M RIVERA. This statement was filed with the County Clerk of Los Angeles County on 10/04/2021. The registrant(s) has (have) commenced to transact business under the fictitious business name or names listed above on 07/2000. NOTICE- This Fictitious Name Statement expires five years from the date it was filed in the office of the County Clerk. A new Fictitious Business Name Statement must be filed prior to that date. The filing of this statement does not of itself authorize the use in this state of a Fictitious Business Name in violation of the rights of another under Federal, State, or common law (See section 14411 et seq. Business and Professions Code)Publish: Mountain Views News/JDC (675, 358, 896, 517)
notice-heading: FICTITIOUS BUSINESS NAME STATEMENT File No. 2021-209667 (1124, 1419, 1345, 1439)
notice-body: The following person(s) is (are) doing business as: LA FLAKA, 6805 CRAFTON AVE, BELL, CA 90201. Full name of registrant(s) is (are) MAGALY BENITEZ, 6805 CRAFTON AVE, BELL, CA 90201. This business is conducted by AN INDIVIDUAL. Signed: MAGALY BENITEZ. This statement was filed with the County Clerk of Los Angeles County on 10/04/2021. The registrant(s) has (have) commenced to transact business under the fictitious business name or names listed above on N/A. NOTICE- This Fictitious Name Statement expires five years from the date it was filed in the office of the County Clerk. A new Fictitious Business Name Statement must be filed prior to that date. The filing of this statement does not of itself authorize the use in this state of a Fictitious Business Name in violation of the rights of another under Federal, State, or common law (See section 14411 et seq. Business and Professions Code)Publish: Mountain Views News/JDC (451, 969, 671, 1108)
notice-body: The following person(s) is (are) doing business as: NAVAS HARDWOOD FLOORS, 1000 W 117TH ST APT B, LOS ANGELES, CA 90044. Full name of registrant(s) is (are) GAEL AZAHID NAVA MARIN, 1000 W 117TH ST APT B, LOS ANGELES, CA 90044. This business is conducted by AN INDIVIDUAL. Signed: GAEL AZAHID NAVA MARIN, OWNER. This statement was filed with the County Clerk of Los Angeles County on 09/29/2021. The registrant(s) has (have) commenced to transact business under the fictitious business name or names listed above on 09/2016. NOTICE- This Fictitious Name Statement expires five years from the date it was filed in the office of the County Clerk. A new Fictitious Business Name Statement must be filed prior to that date. The filing of this statement does not of itself authorize the use in this state of a Fictitious Business Name in violation of the rights of another under Federal, State, or common law (See section 14411 et seq. Business and Professions Code)Publish: Mountain Views News/JDC (2, 1552, 222, 1711)
notice-heading: FICTITIOUS BUSINESS NAME STATEMENT File No. 2021-214408 (451, 587, 671, 605)
legal-notice (675, 886, 896, 1071)
notice-body: The following person(s) is (are) doing business as: SAMMY'S CLEANING, 3853 PERCY ST, LOS ANGELES, CA 90023. Full name of registrant(s) is (are) MARCOS VANEGAS, 3853 PERCY ST, LOS ANGELES, CA 90023. This business is conducted by AN INDIVIDUAL. Signed: MARCOS VANEGAS. This statement was filed with the County Clerk of Los Angeles County on 10/04/2021. The registrant(s) has (have) commenced to transact business under the fictitious business name or names listed above on N/A. NOTICE- This Fictitious Name Statement expires five years from the date it was filed in the office of the County Clerk. A new Fictitious Business Name Statement must be filed prior to that date. The filing of this statement does not of itself authorize the use in this state of a Fictitious Business Name in violation of the rights of another under Federal, State, or common law (See section 14411 et seq. Business and Professions Code)Publish: Mountain Views News/JDC (675, 731, 896, 871)
notice-heading: FICTITIOUS BUSINESS NAME STATEMENT File No. 2021-216982 (451, 1487, 671, 1507)
notice-heading: FICTITIOUS BUSINESS NAME STATEMENT File No. 2021-209657 (1124, 951, 1345, 969)
legal-notice (2, 87, 222, 263)
notice-publish-dates: Dates Pub: OCT 9, 16, 23, 30, 2021 (226, 1509, 340, 1519)
notice-publish-dates: Dates Pub: OCT 16, 23, 30, NOV 6, 2021 (2, 436, 134, 446)
notice-publish-dates: Dates Pub: OCT 16, 23, 30, NOV 6, 2021 (2, 618, 134, 627)
notice-heading: FICTITIOUS BUSINESS NAME STATEMENT File No. 2021207996 (900, 1148, 1120, 1167)
notice-publish-dates: Dates Pub: OCT 9, 16, 23, 30, 2021 (226, 226, 340, 236)
notice-heading: FICTITIOUS BUSINESS NAME STATEMENT File No. 2021-209912 (900, 1339, 1120, 1358)
legal-notice (900, 439, 1120, 606)
notice-publish-dates: Dates Pub: OCT 16, 23, 30, NOV 6, 2021 (2, 972, 134, 982)
notice-publish-dates: Dates Pub: OCT 9, 16, 23, 30, 2021 (226, 1337, 340, 1346)
legal-notice (451, 87, 671, 218)
notice-heading: FICTITIOUS BUSINESS NAME STATEMENT File No. 2021-214412 (451, 395, 671, 415)
issue-date: Saturday, October 16, 2021 (165, 60, 352, 77)
notice-body: The following person(s) is (are) doing business as: WILSON'S LANDSCAPING, 2616 1/2 W 5TH ST, LOS ANGELES, CA 90057. This business is conducted by A MARRIED COUPLE. (1124, 1438, 1345, 1466)
notice-heading: FICTITIOUS BUSINESS NAME STATEMENT File No. 2021-217695 (675, 713, 896, 732)
notice-body: Code)Publish: Mountain Views News/JDC (900, 87, 1035, 96)
notice-publish-dates: Dates Pub: OCT 9, 16, 23, 30, 2021 (2, 1710, 116, 1719)
notice-body: The following person(s) is (are) doing business as: GARCIA LANDSCAPING, 4851 ALASON AVE, MAYWOOD, CA 90270. Full name of registrant(s) is (are) LUIS GARCIA-MALDONADO, 4851 SLAUSON AVE, MAYWOOD, CA 90270. This business is conducted by AN INDIVIDUAL. Signed: LUIS GARCIA-MALDONADO. This statement was filed with the County Clerk of Los Angeles County on 09/17/2021. The registrant(s) has (have) commenced to transact business under the fictitious business name or names listed above on N/A. NOTICE- This Fictitious Name Statement expires five years from the date it was filed in the office of the County Clerk. A new Fictitious Business Name Statement must be filed prior to that date. The filing of this statement does not of itself authorize the use in this state of a Fictitious Business Name in violation of the rights of another under Federal, State, or common law (See section 14411 et seq. Business and Professions Code)Publish: Mountain Views News/JDC (1124, 969, 1345, 1118)
notice-publish-dates: Dates Pub: SEP 25, OCT 2, 9, 16, 2021 (1124, 1253, 1248, 1263)
legal-notice (226, 1834, 447, 1881)
legal-notice (675, 531, 896, 707)
legal-notice (1124, 405, 1345, 581)
notice-publish-dates: Publish: Mountain Views News. Dates Pub: OCT 2, 9, 16, 23, 2021 (900, 941, 1112, 951)
notice-column (1124, 87, 1345, 2541)
notice-body: The following person(s) is (are) doing business as: BETTY JANNAYA, 4612 ALONDRA BLVD, COMPTON, CA 90221. Full name of registrant(s) is (are) BEATRIZ RUEDA MONCA, 4612 ALONDRA BLVD, COMPTON, CA 90221. This business is conducted by AN INDIVIDUAL. Signed: BEATRIZ RUEDA MONCA. This statement was filed with the County Clerk of Los Angeles County on 10/07/2021. The registrant(s) has (have) commenced to transact business under the fictitious business name or names listed above on N/A. NOTICE- This Fictitious Name Statement expires five years from the date it was filed in the office of the County Clerk. A new Fictitious Business Name Statement must be filed prior to that date. The filing of this statement does not of itself authorize the use in this state of a Fictitious Business Name in violation of the rights of another under Federal, State, or common law (See section 14411 et seq. Business and Professions Code)Publish: Mountain Views News/JDC (2, 288, 222, 436)
notice-body: The following person(s) is (are) doing business as: ARELLANO'S SUPPLIES, 5931 RUGBY AVE UNIT C, HUNTINGTON PARK, CA 90255. Full name of registrant(s) is (are) RAMON ARELLANO ARELLANO. This business is conducted by AN INDIVIDUAL. (900, 1493, 1120, 1531)
notice-publish-dates: Dates Pub: OCT 9, 16, 23, 30, 2021 (675, 143, 789, 153)
legal-notice (451, 951, 671, 1118)
notice-publish-dates: Publish: ED Mountain Views News. Dates Pub: OCT 2, 9, 16, 23, 2021 (900, 1315, 1120, 1334)
notice-publish-dates: Dates Pub: OCT 9, 16, 23, 30, 2021 (451, 1790, 564, 1800)
notice-publish-dates: Dates Pub: OCT 9, 16, 23, 30, 2021 (675, 1543, 789, 1553)
legal-notice (1124, 87, 1345, 208)
notice-publish-dates: Dates Pub: OCT 9, 16, 23, 30, 2021 (675, 516, 789, 525)
notice-publish-dates: Dates Pub: OCT 9, 16, 23, 30, 2021 (451, 380, 564, 390)
notice-heading: FICTITIOUS BUSINESS NAME STATEMENT File No. 2021-219881 (2, 269, 222, 288)
notice-publish-dates: Dates Pub: OCT 9, 16, 23, 30, 2021 (451, 1473, 564, 1482)
notice-heading: FICTITIOUS BUSINESS NAME STATEMENT File No. 2021-217176 (675, 886, 896, 904)
notice-publish-dates: Publish: ED Mountain Views News. Dates Pub: OCT 2, 9, 16, 23, 2021 (900, 1124, 1120, 1142)
footer-fax: Fax: 626.609.3285 (717, 2552, 832, 2567)
notice-heading: FICTITIOUS BUSINESS NAME STATEMENT File No. 2021206206 (900, 957, 1120, 975)
legal-notice (900, 1148, 1120, 1334)
footer-bar (0, 2543, 1368, 2576)
notice-body: The following person(s) is (are) doing business as: TRULY GREEN, 144 SOUTH KENTER AVE, LOS ANGELES, CA 90049. Full name of registrant(s) is (are) CYNTHIA STERN, 144 SOUTH KENTER AVE, LOS ANGELES, CA 90049. This business is conducted by AN INDIVIDUAL. Signed: CYNTHIA STERN. This statement was filed with the County Clerk of Los Angeles County on 10/04/2021. The registrant(s) has (have) commenced to transact business under the fictitious business name or names listed above on N/A. NOTICE- This Fictitious Name Statement expires five years from the date it was filed in the office of the County Clerk. (675, 1450, 896, 1543)
notice-heading: FICTITIOUS BUSINESS NAME STATEMENT File No. 2021-217206 (451, 768, 671, 788)
notice-heading: FICTITIOUS BUSINESS NAME STATEMENT File No. 2021-217198 (451, 222, 671, 242)
notice-body: The following person(s) is (are) doing business as: JAMES, 7977 E DEL AMO BLVD, RANCHO DOMINGUEZ, CA 90221. Full name of registrant(s) is (are) JAMES WILLIAM ESPINOZA, 7254 BENARES ST, DOWNEY, CA 90241. This business is conducted by AN INDIVIDUAL. Signed: JAMES WILLIAM ESPINOZA. This statement was filed with the County Clerk of Los Angeles County on 09/28/2021. The registrant(s) has (have) commenced to transact business under the fictitious business name or names listed above on 10/1997. NOTICE- This Fictitious Name Statement expires five years from the date it was filed in the office of the County Clerk. A new Fictitious Business Name Statement must be filed prior to that date. The filing of this statement does not of itself authorize the use in this state of a Fictitious Business Name in violation of the rights of another under Federal, State, or common law (See section 14411 et seq. Business and Professions Code)Publish: Mountain Views News/JDC (451, 605, 671, 754)
notice-heading: FICTITIOUS BUSINESS NAME STATEMENT File No. 2021-217190 (451, 1124, 671, 1142)
legal-notice (900, 1339, 1120, 1470)
notice-heading: FICTITIOUS BUSINESS NAME STATEMENT File No. 2021211587 (2, 1725, 222, 1745)
publication-name: Mountain View News (8, 60, 153, 77)
legal-notice (675, 714, 896, 881)
notice-body: The following person(s) is (are) doing business as: CHAVELO SOLAR SHADES & BLINDS REPAIR, 745 E NICHOLS ST, CARSON, CA 90746. Full name of registrant(s) is (are) CHAVELO JOSE GONZALEZ, 745 E NICHOLS ST, CARSON, CA 90746. This business is conducted by AN INDIVIDUAL. Signed: CHAVELO JOSE GONZALEZ. This statement was filed with the County Clerk of Los Angeles County on 10/04/2021. The registrant(s) has (have) commenced to transact business under the fictitious business name or names listed above on N/A. NOTICE- This Fictitious Name Statement expires five years from the date it was filed in the office of the County Clerk. A new Fictitious Business Name Statement must be filed prior to that date. The filing of this statement does not of itself authorize the use in this state of a Fictitious Business Name in violation of the rights of another under Federal, State, or common law (See section 14411 et seq. Business and Professions Code)Publish: Mountain Views News/JDC (226, 825, 447, 973)
notice-body: The following person(s) is (are) doing business as: RC CONSTRUCTION & HOME REPAIR, 15820 GARDALE DR, WHITTIER, CA 90603. Full name of registrant(s) is (are) ROBERT RAUL CASTRO. This business is conducted by AN INDIVIDUAL. Signed: ROBERT RAUL CASTRO. (1124, 1287, 1345, 1334)
notice-publish-dates: Dates Pub: OCT 9, 16, 23, 30, 2021 (226, 972, 340, 982)
notice-body: The following person(s) is (are) doing business as: LONG BEACH TRANSPORT, 4571 LONG STREET, LONG BEACH, CA 90805. Full name of registrant(s) is (are) CESAR CHAVEZ, 4571 LONG STREET, LOS ANGELES, CA 90043. This business is conducted by AN INDIVIDUAL. Signed: CESAR CHAVEZ. This statement was filed with the County Clerk of Los Angeles County on 10/04/2021. The registrant(s) has (have) commenced to transact business under the fictitious business name or names listed above on 08/2007. NOTICE- This Fictitious Name Statement expires five years from the date it was filed in the office of the County Clerk. A new Fictitious Business Name Statement must be filed prior to that date. The filing of this statement does not of itself authorize the use in this state of a Fictitious Business Name in violation of the rights of another under Federal, State, or common law (See section 14411 et seq. Business and Professions Code)Publish: Mountain Views News/JDC (451, 1142, 671, 1281)
notice-heading: FILE NO. 2021212381 STATEMENT OF ABANDONMENT OF USE OF FICTITIOUS BUSINESS NAME (900, 112, 1120, 130)
notice-body: The following person(s) is (are) doing business as: MODERN STYLE RENOVATION, 2205 MERRIFIELD AVE, POMONA, CA 91767. Full name of registrant(s) is (are) ABEL AYALA PINEDA, 2205 MERRIFIELD AVE, POMONA, CA 91767. This business is conducted by AN INDIVIDUAL. Signed: ABEL AYALA PINEDA. This statement was filed with the County Clerk of Los Angeles County on 10/04/2021. The registrant(s) has (have) commenced to transact business under the fictitious business name or names listed above on N/A. (451, 1707, 671, 1790)
notice-body: The following person(s) is (are) doing business as: GATAN HANDYMAN, 12257 LAUREL AVE, WHITTIER, CA 90605. Full name of registrant(s) is (are) FERNANDO GAYTAN ZUNIGA, 12257 LAUREL AVE, WHITTIER, CA 90605. This business is conducted by AN INDIVIDUAL. Signed: FERNANDO GAYTAN ZUNIGA. This statement was filed with the County Clerk of Los Angeles County on 09/01/2021. The registrant(s) has (have) commenced to transact business under the fictitious business name or names listed above on N/A. NOTICE- This Fictitious Name Statement expires five years from the date it was filed in the office of the County Clerk. A new Fictitious Business Name Statement must be filed prior to that date. The filing of this statement does not of itself authorize the use in this state of a Fictitious Business Name in violation of the rights of another under Federal, State, or common law (See section 14411 et seq. Business and Professions Code)Publish: Mountain Views News/JDC (1124, 787, 1345, 936)
notice-body: This business is conducted by A CORPORATION. Signed: BRANDON NOEL RUVALCABA. This statement was filed with the County Clerk of Los Angeles County on 09/17/2021. The registrant(s) has (have) commenced to transact business under the fictitious business name or names listed above on N/A. NOTICE- This Fictitious Name Statement expires five years from the date it was filed in the office of the County Clerk. A new Fictitious Business Name Statement must be filed prior to that date. The filing of this statement does not of itself authorize the use in this state of a Fictitious Business Name in violation of the rights of another under Federal, State, or common law (See section 14411 et seq. Business and Professions Code)Publish: Mountain Views News/JDC (1124, 87, 1345, 199)
legal-notice (900, 275, 1120, 432)
legal-notice (1124, 769, 1345, 945)
notice-body: The following person(s) is (are) doing business as: CLASSIC COLLISION, 8231 PIVOT ST, DOWNEY, CA 90241. Full name of registrant(s) is (are) CLASSIC COLLISION, 8231 PIVOT ST, DOWNEY, CA 90241. This business is conducted by A CORPORATION. Signed: HECTOR RUBEN HERNANDEZ. This statement was filed with the County Clerk of Los Angeles County on 10/06/2021. The registrant(s) has (have) commenced to transact business under the fictitious business name or names listed above on N/A. NOTICE- This Fictitious Name Statement expires five years from the date it was filed in the office of the County Clerk. A new Fictitious Business Name Statement must be filed prior to that date. The filing of this statement does not of itself authorize the use in this state of a Fictitious Business Name in violation of the rights of another under Federal, State, or common law (See section 14411 et seq. Business and Professions Code)Publish: Mountain Views News/JDC (2, 825, 222, 973)
notice-heading: FICTITIOUS BUSINESS NAME STATEMENT File No. 2021-217200 (226, 1169, 447, 1189)
legal-notice (1124, 1349, 1345, 1414)
legal-notice (675, 87, 896, 153)
notice-publish-dates: Dates Pub: SEP 25, OCT 2, 9, 16, 2021 (1124, 571, 1248, 581)
notice-body: The following person(s) is (are) doing business as: INDICA ROSE LUXURY HAIR COLLECTION, 15514 S WHITE AVE, COMPTON, CA 90221. Full name of registrant(s) is (are) SHELANDRIA LADONNA LEWIS, 15514 S WHITE AVE, COMPTON, CA 90221. This business is conducted by AN INDIVIDUAL. Signed: SHELANDRIA LADONNA LEWIS. This statement was filed with the County Clerk of Los Angeles County on 09/28/2021. The registrant(s) has (have) commenced to transact business under the fictitious business name or names listed above on N/A. NOTICE- This Fictitious Name Statement expires five years from the date it was filed in the office of the County Clerk. A new Fictitious Business Name Statement must be filed prior to that date. The filing of this statement does not of itself authorize the use in this state of a Fictitious Business Name in violation of the rights of another under Federal, State, or common law (See section 14411 et seq. Business and Professions Code)Publish: Mountain Views News/JDC (451, 414, 671, 572)
notice-body: SHERRON WILLIAMS, 5200 CLARK AVE UNIT 301, LAKEWOOD, CA 90714. This business is conducted by AN INDIVIDUAL. Signed: SHERRON WILLIAMS. This statement was filed with the County Clerk of Los Angeles County on 10/04/2021. The registrant(s) has (have) commenced to transact business under the fictitious business name or names listed above on N/A. NOTICE- This Fictitious Name Statement expires five years from the date it was filed in the office of the County Clerk. A new Fictitious Business Name Statement must be filed prior to that date. The filing of this statement does not of itself authorize the use in this state of a Fictitious Business Name in violation of the rights of another under Federal, State, or common law (See section 14411 et seq. Business and Professions Code)Publish: Mountain Views News/JDC (451, 87, 671, 208)
notice-publish-dates: Dates Pub: OCT 9, 16, 23, 30, 2021 (2, 1855, 116, 1865)
legal-notice (451, 769, 671, 945)
notice-heading: FICTITIOUS BUSINESS NAME STATEMENT File No. 2021-217192 (226, 1352, 447, 1371)
legal-notice (1124, 587, 1345, 763)
notice-publish-dates: Dates Pub: OCT 9, 16, 23, 30, 2021 (675, 1417, 789, 1427)
notice-heading: FICTITIOUS BUSINESS NAME STATEMENT File No. 2021-209937 (1124, 1133, 1345, 1152)
notice-heading: FICTITIOUS BUSINESS NAME STATEMENT File No. 2021213950 (2, 1534, 222, 1553)
notice-publish-dates: Dates Pub: OCT 9, 16, 23, 30, 2021 (451, 935, 564, 945)
notice-publish-dates: Dates Pub: OCT 9, 16, 23, 30, 2021 (226, 1155, 340, 1165)
legal-notice (900, 112, 1120, 269)
notice-heading: FICTITIOUS BUSINESS NAME STATEMENT File No. 2021-217904 (226, 241, 447, 260)
notice-publish-dates: Dates Pub: OCT 9, 16, 23, 30, 2021 (226, 1691, 340, 1701)
notice-body: The following person(s) is (are) doing business as: WRITING FOR PASSION, 3105 LINDEN AVE UNIT 2B, LONG BEACH, CA 90807. Full name of registrant(s) is (are) ANTHONY GIBSON. This business is conducted by AN INDIVIDUAL. (675, 1657, 896, 1694)
legal-notice (1124, 1269, 1345, 1342)
notice-heading: FICTITIOUS BUSINESS NAME STATEMENT File No. 2021-209652 (1124, 214, 1345, 232)
legal-notice (1124, 1134, 1345, 1264)
notice-publish-dates: Dates Pub: SEP 25, OCT 2, 9, 16, 2021 (900, 1592, 1024, 1602)
notice-body: The following person(s) is (are) doing business as: DG FRESH FOOD PRODUCTIONS, 5200 CLARK AVE UNIT 301, LAKEWOOD, CA 90712. (226, 1851, 447, 1880)
notice-body: The following person(s) is (are) doing business as: BEST DAWN SERVICES, 22406 SEAGROVE AVE, CARSON, CA 90745. (900, 1625, 1120, 1644)
notice-heading: FILE NO. 2021213604 STATEMENT OF ABANDONMENT OF USE OF FICTITIOUS BUSINESS NAME (900, 275, 1120, 293)
notice-publish-dates: Dates Pub: OCT 9, 16, 23, 30, 2021 (675, 1623, 789, 1633)
notice-publish-dates: Dates Pub: SEP 25, OCT 2, 9, 16, 2021 (1124, 935, 1248, 945)
notice-publish-dates: Dates Pub: SEP 25, OCT 2, 9, 16, 2021 (1124, 754, 1248, 763)
notice-publish-dates: Dates Pub: OCT 9, 16, 23, 30, 2021 (675, 1062, 789, 1071)
legal-notice (900, 612, 1120, 751)
notice-body: The following person(s) is (are) doing business as: CALIFORNIA TIRES AND AUTO, 2400 W ROSECRANS AVE STE G, GARDENA, CA 90249. Full name of registrant(s) is (are) MIGUEL ANGEL RIOS ARMADILLO, 2513 S ORIS ST, COMPTON, CA 90222. This business is conducted by AN INDIVIDUAL. Signed: MIGUEL ANGEL RIOS ARMADILLO. This statement was filed with the County Clerk of Los Angeles County on 10/04/2021. The registrant(s) has (have) commenced to transact business under the fictitious business name or names listed above on N/A. NOTICE- This Fictitious Name Statement expires five years from the date it was filed in the office of the County Clerk. A new Fictitious Business Name Statement must be filed prior to that date. The filing of this statement does not of itself authorize the use in this state of a Fictitious Business Name in violation of the rights of another under Federal, State, or common law (See section 14411 et seq. Business and Professions Code)Publish: Mountain Views News/JDC (226, 442, 447, 591)
notice-body: it was filed in the office of the County Clerk. A new Fictitious Business Name Statement must be filed prior to that date. The filing of this statement does not of itself authorize the use in this state of a Fictitious Business Name in violation of the rights of another under Federal, State, or common law (See section 14411 et seq. Business and Professions Code)Publish: Mountain Views News/JDC (675, 87, 896, 143)
notice-publish-dates: Dates Pub: OCT 9, 16, 23, 30, 2021 (226, 408, 340, 418)
notice-publish-dates: Dates Pub: OCT 9, 16, 23, 30, 2021 (900, 96, 1013, 106)
notice-heading: FICTITIOUS BUSINESS NAME STATEMENT File No. 2021-217168 (675, 1558, 896, 1577)
legal-notice (2, 988, 222, 1164)
notice-body: The following person(s) is (are) doing business as: HVAC DAN, 824 E. 9TH ST, LONG BEACH, CA 90813. Full name of registrant(s) is (are) DANIEL SERNA, 824 E. 9TH ST, LONG BEACH, CA 90813. This business is conducted by AN INDIVIDUAL. Signed: DANIEL SERNA. This statement was filed with the County Clerk of Los Angeles County on 10/04/2021. The registrant(s) has (have) commenced to transact business under the fictitious business name or names listed above on N/A. NOTICE- This Fictitious Name Statement expires five years from the date it was filed in the office of the County Clerk. A new Fictitious Business Name Statement must be filed prior to that date. The filing of this statement does not of itself authorize the use in this state of a Fictitious Business Name in violation of the rights of another under Federal, State, or common law (See section 14411 et seq. Business and Professions Code)Publish: Mountain Views News/JDC (451, 241, 671, 381)
notice-heading: FICTITIOUS BUSINESS NAME STATEMENT File No. 2021-217183 (226, 1707, 447, 1725)
notices-columns (0, 87, 1368, 2541)
notice-publish-dates: Dates Pub: SEP 25, OCT 2, 9, 16, 2021 (900, 1460, 1024, 1470)
legal-notice (451, 396, 671, 582)
legal-notice (226, 606, 447, 800)
notice-heading: FICTITIOUS BUSINESS NAME STATEMENT File No. 2021-207941 (1124, 405, 1345, 424)
notice-heading: FICTITIOUS BUSINESS NAME STATEMENT File No. 2021-195793 (1124, 768, 1345, 788)
notice-body: The following person(s) is (are) doing business as: KRISTINA ZAPATELE, 11734 TINA ST, NORWALK, CA 90650. Full name of registrant(s) is (are) LORENA SABEDRA DE ROSAS, 11734 TINA ST, NORWALK, CA 90650. This business is conducted by AN INDIVIDUAL. Signed: LORENA SABEDRA DE ROSAS. This statement was filed with the County Clerk of Los Angeles County on 10/04/2021. The registrant(s) has (have) commenced to transact business under the fictitious business name or names listed above on N/A. NOTICE- This Fictitious Name Statement expires five years from the date it was filed in the office of the County Clerk. A new Fictitious Business Name Statement must be filed prior to that date. The filing of this statement does not of itself authorize the use in this state of a Fictitious Business Name in violation of the rights of another under Federal, State, or common law (See section 14411 et seq. Business and Professions Code)Publish: Mountain Views News/JDC (451, 787, 671, 936)
notice-publish-dates: Dates Pub: OCT 9, 16, 23, 30, 2021 (451, 208, 564, 218)
legal-notice (675, 1639, 896, 1694)
legal-notice (1124, 214, 1345, 399)
notice-heading: FICTITIOUS BUSINESS NAME STATEMENT File No. 2021-221657 (2, 451, 222, 470)
notice-publish-dates: Dates Pub: OCT 9, 16, 23, 30, 2021 (451, 1108, 564, 1118)
notice-body: The following person(s) is (are) doing business as: CALIFORNIA VILLAGE HOMES, 19127 GALATINA ST, ROWLAND HEIGHTS, CA 91748. Full name of registrant(s) is (are) ESCARENO ESCARENO, 11995 MANOR DR APT 1, HAWTHORNE, CA 90250; RUBEN PATEL, 19127 GALATINA ST, ROWLAND HEIGHTS, CA 91748. This business is conducted by A GENERAL PARTNERSHIP. Signed: ARTURO ESCARENO. This statement was filed with the County Clerk of Los Angeles County on 10/04/2021. The registrant(s) has (have) commenced to transact business under the fictitious business name or names listed above on N/A. NOTICE- This Fictitious Name Statement expires five years from the date it was filed in the office of the County Clerk. A new Fictitious Business Name Statement must be filed prior to that date. The filing of this statement does not of itself authorize the use in this state of a Fictitious Business Name in violation of the rights of another under Federal, State, or common law (See section 14411 et seq. Business and Professions Code)Publish: Mountain Views News/JDC (226, 624, 447, 791)
notice-body: The following person(s) is (are) doing business as: ALBERTO'S REAL ESTATE SERVICES, 3921 LUGO AVE, LYNWOOD, CA 90262. Full name of registrant(s) is (are) ALBERTO ADRIAN HERNANDEZ, 3921 LUGO AVE, LYNWOOD, CA 90262. This business is conducted by AN INDIVIDUAL. Signed: ALBERTO ADRIAN HERNANDEZ. This statement was filed with the County Clerk of Los Angeles County on 09/17/2021. The registrant(s) has (have) commenced to transact business under the fictitious business name or names listed above on N/A. NOTICE- This Fictitious Name Statement expires five years from the date it was filed in the office of the County Clerk. (900, 1358, 1120, 1460)
legal-notice (675, 340, 896, 525)
